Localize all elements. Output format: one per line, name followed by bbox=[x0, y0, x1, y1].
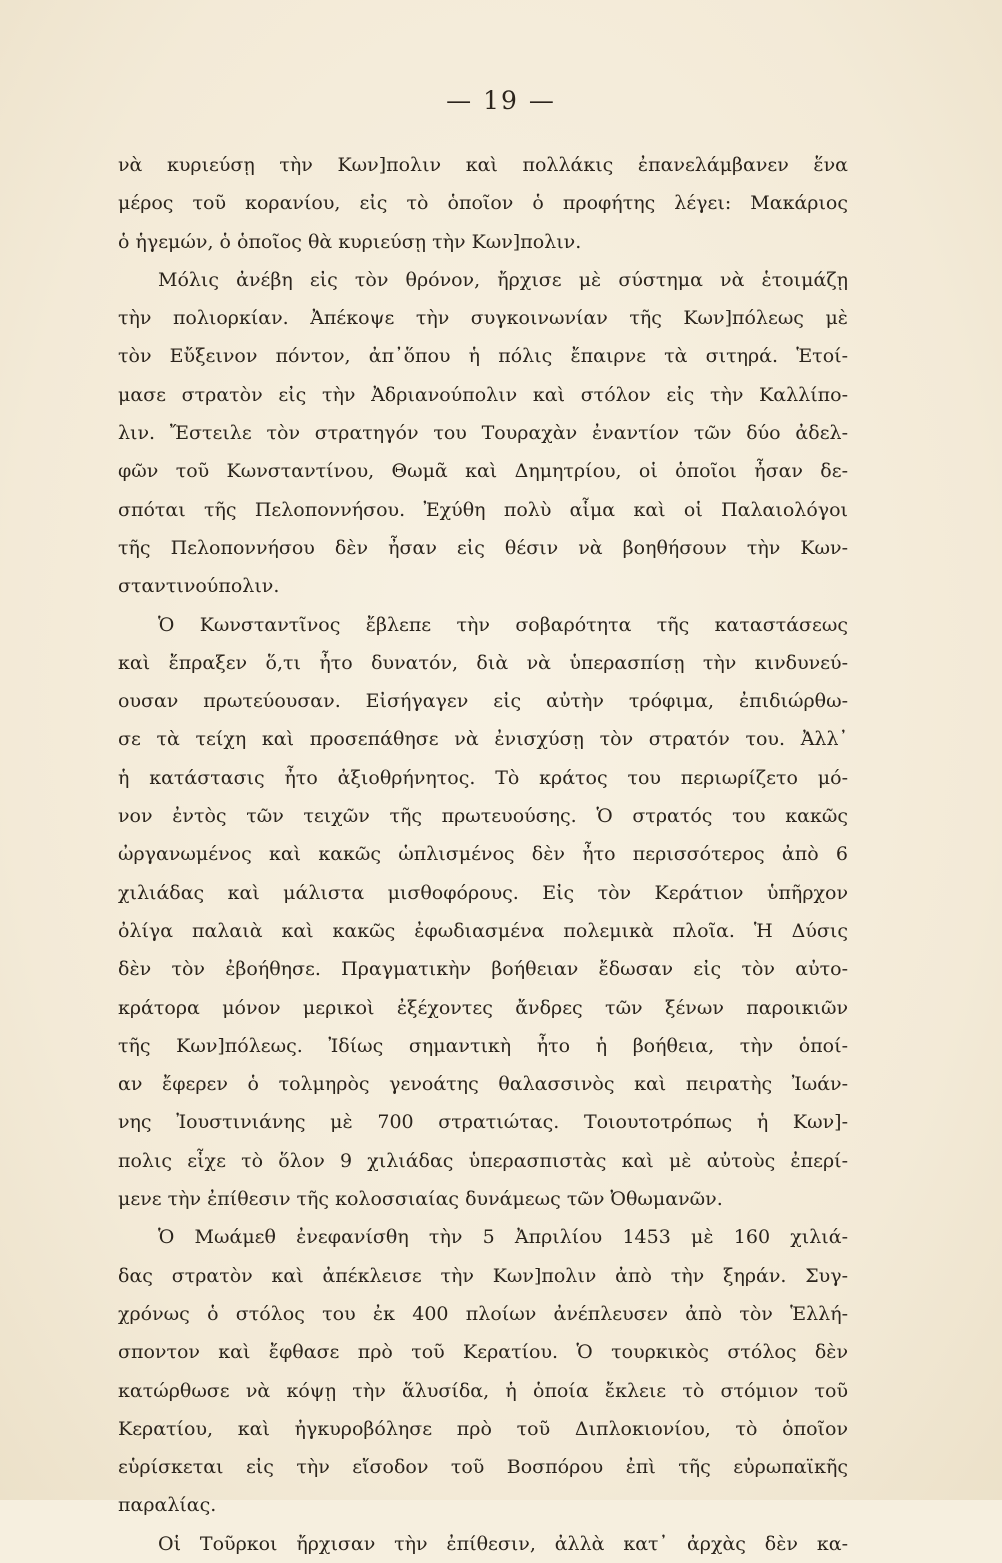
text-line: σποντον καὶ ἔφθασε πρὸ τοῦ Κερατίου. Ὁ τουρκικὸς στόλος δὲν bbox=[118, 1341, 848, 1364]
text-line: νὰ κυριεύσῃ τὴν Κων]πολιν καὶ πολλάκις ἐπανελάμβανεν ἕνα bbox=[118, 154, 848, 176]
text-line: Κερατίου, καὶ ἠγκυροβόλησε πρὸ τοῦ Διπλοκιονίου, τὸ ὁποῖον bbox=[118, 1417, 848, 1440]
body-text bbox=[118, 146, 848, 1563]
text-line: ὀλίγα παλαιὰ καὶ κακῶς ἐφωδιασμένα πολεμικὰ πλοῖα. Ἡ Δύσις bbox=[118, 919, 848, 942]
text-line: καὶ ἔπραξεν ὅ,τι ἦτο δυνατόν, διὰ νὰ ὑπερασπίσῃ τὴν κινδυνεύ- bbox=[118, 651, 848, 674]
text-line: χιλιάδας καὶ μάλιστα μισθοφόρους. Εἰς τὸν Κεράτιον ὑπῆρχον bbox=[118, 881, 848, 904]
text-line: τὸν Εὔξεινον πόντον, ἀπ᾿ὅπου ἡ πόλις ἔπαιρνε τὰ σιτηρά. Ἑτοί- bbox=[118, 345, 848, 368]
text-line: κράτορα μόνον μερικοὶ ἐξέχοντες ἄνδρες τῶν ξένων παροικιῶν bbox=[118, 996, 848, 1019]
text-line: Ὁ Μωάμεθ ἐνεφανίσθη τὴν 5 Ἀπριλίου 1453 μὲ 160 χιλιά- bbox=[158, 1226, 848, 1249]
text-line: λιν. Ἔστειλε τὸν στρατηγόν του Τουραχὰν ἐναντίον τῶν δύο ἀδελ- bbox=[118, 422, 848, 445]
text-line: Οἱ Τοῦρκοι ἤρχισαν τὴν ἐπίθεσιν, ἀλλὰ κατ᾿ ἀρχὰς δὲν κα- bbox=[158, 1532, 848, 1555]
text-line: τῆς Πελοποννήσου δὲν ἦσαν εἰς θέσιν νὰ βοηθήσουν τὴν Κων- bbox=[118, 536, 848, 559]
text-line: σπόται τῆς Πελοποννήσου. Ἐχύθη πολὺ αἷμα καὶ οἱ Παλαιολόγοι bbox=[118, 498, 848, 521]
text-line: ὠργανωμένος καὶ κακῶς ὡπλισμένος δὲν ἦτο περισσότερος ἀπὸ 6 bbox=[118, 843, 848, 866]
text-line: Ὁ Κωνσταντῖνος ἔβλεπε τὴν σοβαρότητα τῆς καταστάσεως bbox=[158, 613, 848, 636]
text-line: ουσαν πρωτεύουσαν. Εἰσήγαγεν εἰς αὐτὴν τρόφιμα, ἐπιδιώρθω- bbox=[118, 690, 848, 713]
text-line: νον ἐντὸς τῶν τειχῶν τῆς πρωτευούσης. Ὁ στρατός του κακῶς bbox=[118, 805, 848, 828]
text-line: τὴν πολιορκίαν. Ἀπέκοψε τὴν συγκοινωνίαν τῆς Κων]πόλεως μὲ bbox=[118, 307, 848, 330]
text-line: νης Ἰουστινιάνης μὲ 700 στρατιώτας. Τοιουτοτρόπως ἡ Κων]- bbox=[118, 1111, 848, 1134]
text-line: πολις εἶχε τὸ ὅλον 9 χιλιάδας ὑπερασπιστὰς καὶ μὲ αὐτοὺς ἐπερί- bbox=[118, 1149, 848, 1172]
text-line: ὁ ἡγεμών, ὁ ὁποῖος θὰ κυριεύσῃ τὴν Κων]πολιν. bbox=[118, 230, 582, 253]
text-line: μέρος τοῦ κορανίου, εἰς τὸ ὁποῖον ὁ προφήτης λέγει: Μακάριος bbox=[118, 192, 848, 215]
text-line: χρόνως ὁ στόλος του ἐκ 400 πλοίων ἀνέπλευσεν ἀπὸ τὸν Ἑλλή- bbox=[118, 1302, 848, 1325]
text-line: δας στρατὸν καὶ ἀπέκλεισε τὴν Κων]πολιν ἀπὸ τὴν ξηράν. Συγ- bbox=[118, 1264, 848, 1287]
text-line: εὑρίσκεται εἰς τὴν εἴσοδον τοῦ Βοσπόρου ἐπὶ τῆς εὐρωπαϊκῆς bbox=[118, 1456, 848, 1479]
page-number: — 19 — bbox=[446, 86, 556, 115]
text-line: κατώρθωσε νὰ κόψῃ τὴν ἅλυσίδα, ἡ ὁποία ἔκλειε τὸ στόμιον τοῦ bbox=[118, 1379, 848, 1402]
text-line: αν ἔφερεν ὁ τολμηρὸς γενοάτης θαλασσινὸς καὶ πειρατὴς Ἰωάν- bbox=[118, 1073, 848, 1096]
text-line: τῆς Κων]πόλεως. Ἰδίως σημαντικὴ ἦτο ἡ βοήθεια, τὴν ὁποί- bbox=[118, 1034, 848, 1057]
text-line: σε τὰ τείχη καὶ προσεπάθησε νὰ ἐνισχύσῃ τὸν στρατόν του. Ἀλλ᾿ bbox=[118, 728, 848, 751]
text-line: σταντινούπολιν. bbox=[118, 575, 280, 598]
text-line: φῶν τοῦ Κωνσταντίνου, Θωμᾶ καὶ Δημητρίου, οἱ ὁποῖοι ἦσαν δε- bbox=[118, 460, 848, 483]
text-line: ἡ κατάστασις ἦτο ἀξιοθρήνητος. Τὸ κράτος του περιωρίζετο μό- bbox=[118, 766, 848, 789]
text-line: δὲν τὸν ἐβοήθησε. Πραγματικὴν βοήθειαν ἔδωσαν εἰς τὸν αὐτο- bbox=[118, 958, 848, 981]
text-line: μασε στρατὸν εἰς τὴν Ἀδριανούπολιν καὶ στόλον εἰς τὴν Καλλίπο- bbox=[118, 383, 848, 406]
text-line: Μόλις ἀνέβη εἰς τὸν θρόνον, ἤρχισε μὲ σύστημα νὰ ἑτοιμάζῃ bbox=[158, 268, 848, 291]
text-line: μενε τὴν ἐπίθεσιν τῆς κολοσσιαίας δυνάμεως τῶν Ὀθωμανῶν. bbox=[118, 1188, 723, 1211]
text-line: παραλίας. bbox=[118, 1494, 217, 1517]
